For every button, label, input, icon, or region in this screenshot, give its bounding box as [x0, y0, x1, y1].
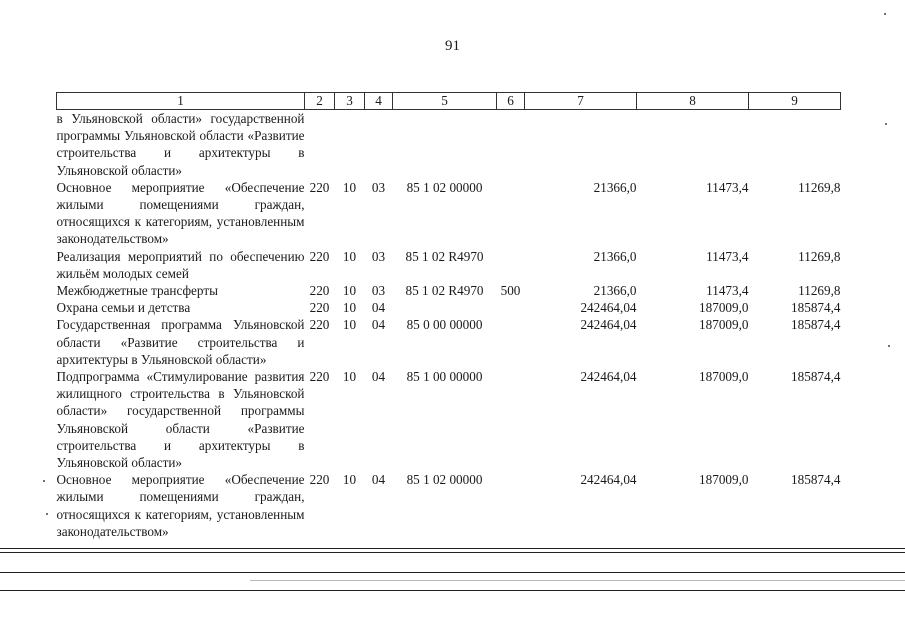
target-article-cell: 85 1 02 00000 [406, 179, 483, 195]
amount-cell: 187009,0 [699, 369, 749, 385]
scan-speck [884, 13, 886, 15]
amount-cell: 242464,04 [580, 472, 637, 488]
amount-cell: 187009,0 [699, 300, 749, 316]
table-row [57, 471, 841, 540]
column-header: 3 [335, 93, 365, 110]
table-row [57, 179, 841, 248]
amount-cell [637, 110, 749, 179]
target-article-cell: 85 1 00 00000 [406, 369, 483, 385]
subsection-cell: 04 [371, 472, 386, 488]
table-row [57, 368, 841, 471]
section-cell [335, 110, 365, 179]
amount-cell: 187009,0 [699, 472, 749, 488]
amount-cell: 21366,0 [593, 248, 637, 264]
page-number: 91 [445, 38, 460, 54]
amount-cell: 11269,8 [798, 179, 841, 195]
admin-code-cell [305, 110, 335, 179]
row-name-cell: Основное мероприятие «Обеспечение жилыми помещениями граждан, относящихся к категориям, установленным законодательством» [56, 179, 305, 247]
column-header: 8 [637, 93, 749, 110]
section-cell: 10 [342, 472, 357, 488]
column-header: 9 [749, 93, 841, 110]
divider-line [0, 548, 905, 549]
amount-cell [749, 110, 841, 179]
amount-cell: 11269,8 [798, 283, 841, 299]
target-article-cell [393, 110, 497, 179]
target-article-cell: 85 1 02 R4970 [405, 248, 484, 264]
section-cell: 10 [342, 300, 357, 316]
amount-cell: 185874,4 [791, 300, 841, 316]
amount-cell: 242464,04 [580, 317, 637, 333]
section-cell: 10 [342, 283, 357, 299]
scan-speck [885, 123, 887, 125]
column-header: 7 [525, 93, 637, 110]
expense-type-cell [497, 471, 525, 540]
section-cell: 10 [342, 248, 357, 264]
row-name-cell: Реализация мероприятий по обеспечению жильём молодых семей [56, 248, 305, 281]
amount-cell: 21366,0 [593, 283, 637, 299]
column-header: 4 [365, 93, 393, 110]
column-header: 1 [57, 93, 305, 110]
table-row [57, 316, 841, 368]
amount-cell: 185874,4 [791, 472, 841, 488]
divider-line [250, 580, 905, 581]
subsection-cell [365, 110, 393, 179]
scan-speck [888, 345, 890, 347]
subsection-cell: 04 [371, 317, 386, 333]
amount-cell: 242464,04 [580, 300, 637, 316]
column-header: 6 [497, 93, 525, 110]
amount-cell: 11473,4 [706, 283, 749, 299]
table-row [57, 248, 841, 282]
admin-code-cell: 220 [309, 317, 330, 333]
budget-table [56, 92, 841, 540]
amount-cell: 11269,8 [798, 248, 841, 264]
expense-type-cell [497, 299, 525, 316]
admin-code-cell: 220 [309, 283, 330, 299]
amount-cell [525, 110, 637, 179]
divider-line [0, 590, 905, 591]
expense-type-cell [497, 368, 525, 471]
column-header: 5 [393, 93, 497, 110]
section-cell: 10 [342, 317, 357, 333]
amount-cell: 187009,0 [699, 317, 749, 333]
scan-speck [43, 480, 45, 482]
amount-cell: 242464,04 [580, 369, 637, 385]
expense-type-cell [497, 110, 525, 179]
admin-code-cell: 220 [309, 369, 330, 385]
expense-type-cell [497, 179, 525, 248]
amount-cell: 11473,4 [706, 248, 749, 264]
table-row [57, 282, 841, 299]
scan-speck [46, 513, 48, 515]
subsection-cell: 04 [371, 369, 386, 385]
subsection-cell: 03 [371, 179, 386, 195]
table-row [57, 110, 841, 179]
amount-cell: 21366,0 [593, 179, 637, 195]
amount-cell: 185874,4 [791, 369, 841, 385]
row-name-cell: Подпрограмма «Стимулирование развития жилищного строительства в Ульяновской области» государственной программы Ульяновской области «Развитие строительства и архитектуры в Ульяновской области» [56, 369, 305, 471]
amount-cell: 11473,4 [706, 179, 749, 195]
table-header-row [57, 93, 841, 110]
row-name-cell: в Ульяновской области» государственной программы Ульяновской области «Развитие строительства и архитектуры в Ульяновской области» [56, 111, 305, 178]
subsection-cell: 04 [371, 300, 386, 316]
expense-type-cell [497, 248, 525, 282]
row-name-cell: Межбюджетные трансферты [56, 283, 218, 299]
target-article-cell: 85 1 02 00000 [406, 472, 483, 488]
section-cell: 10 [342, 369, 357, 385]
table-row [57, 299, 841, 316]
target-article-cell: 85 1 02 R4970 [405, 283, 484, 299]
admin-code-cell: 220 [309, 472, 330, 488]
row-name-cell: Основное мероприятие «Обеспечение жилыми помещениями граждан, относящихся к категориям, установленным законодательством» [56, 472, 305, 539]
subsection-cell: 03 [371, 248, 386, 264]
admin-code-cell: 220 [309, 300, 330, 316]
admin-code-cell: 220 [309, 179, 330, 195]
expense-type-cell [497, 316, 525, 368]
row-name-cell: Государственная программа Ульяновской области «Развитие строительства и архитектуры в Ульяновской области» [56, 317, 305, 367]
amount-cell: 185874,4 [791, 317, 841, 333]
target-article-cell: 85 0 00 00000 [406, 317, 483, 333]
row-name-cell: Охрана семьи и детства [56, 300, 191, 316]
target-article-cell [393, 299, 497, 316]
table-body [57, 110, 841, 541]
expense-type-cell: 500 [500, 283, 521, 299]
section-cell: 10 [342, 179, 357, 195]
divider-line [0, 552, 905, 553]
subsection-cell: 03 [371, 283, 386, 299]
admin-code-cell: 220 [309, 248, 330, 264]
column-header: 2 [305, 93, 335, 110]
divider-line [0, 572, 905, 573]
